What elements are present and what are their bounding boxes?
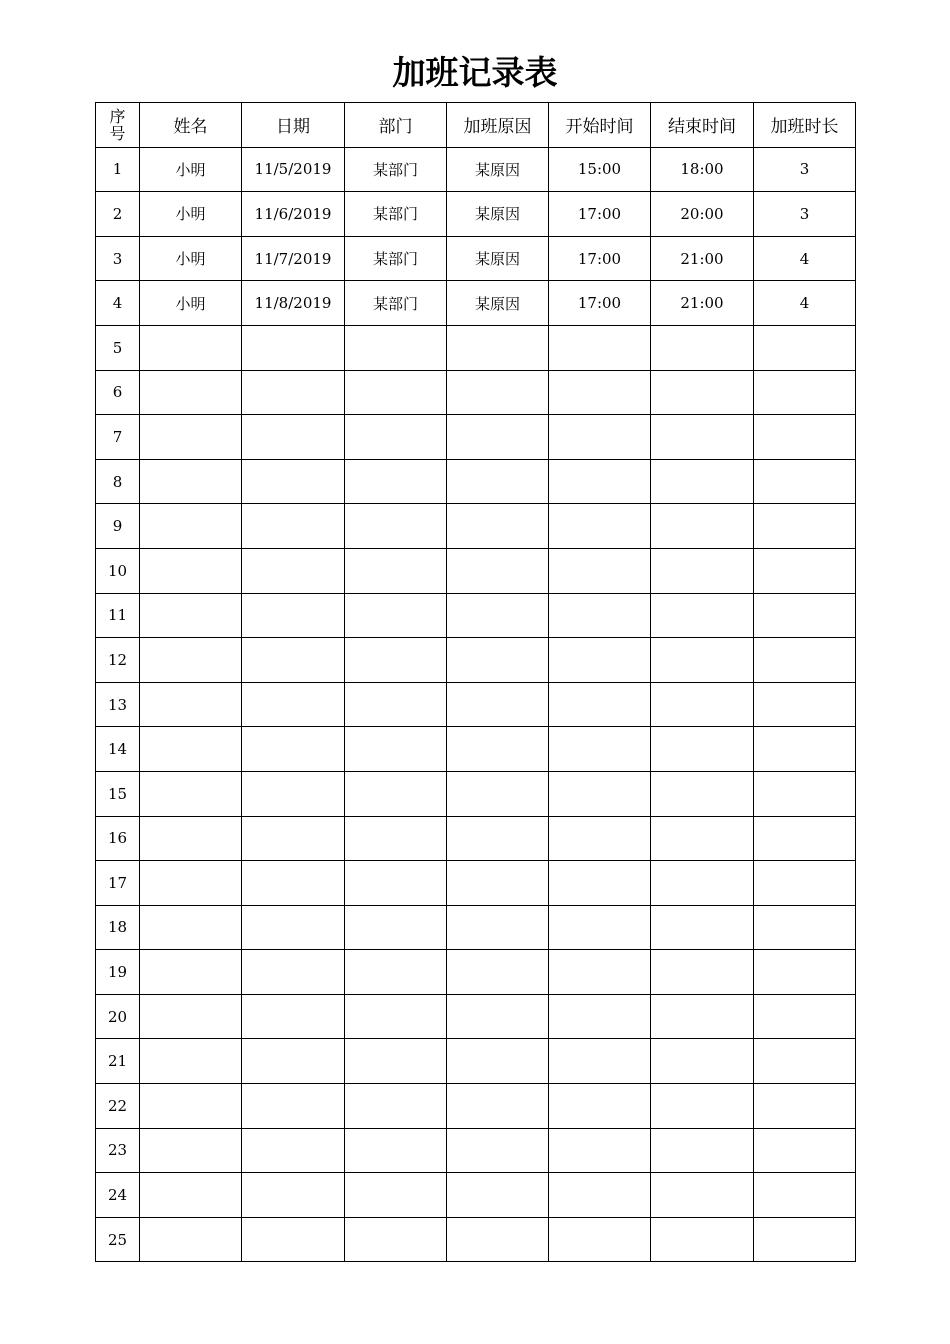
cell-index[interactable]: 8: [96, 459, 140, 504]
table-row: [96, 459, 856, 504]
table-row: [96, 192, 856, 237]
cell-date[interactable]: [242, 548, 345, 593]
cell-date[interactable]: 11/5/2019: [242, 147, 345, 192]
cell-reason[interactable]: [447, 771, 549, 816]
cell-index[interactable]: 21: [96, 1039, 140, 1084]
table-row: [96, 816, 856, 861]
cell-department[interactable]: [345, 504, 447, 549]
cell-index[interactable]: 3: [96, 236, 140, 281]
cell-department[interactable]: 某部门: [345, 281, 447, 326]
cell-date[interactable]: [242, 325, 345, 370]
cell-reason[interactable]: [447, 1084, 549, 1129]
cell-name[interactable]: [140, 504, 242, 549]
cell-department[interactable]: [345, 905, 447, 950]
cell-reason[interactable]: [447, 1039, 549, 1084]
cell-name[interactable]: 小明: [140, 192, 242, 237]
cell-duration[interactable]: 3: [754, 147, 856, 192]
cell-start-time[interactable]: [549, 1128, 651, 1173]
table-body: [96, 147, 856, 1262]
cell-end-time[interactable]: 21:00: [651, 281, 754, 326]
cell-index[interactable]: 17: [96, 861, 140, 906]
cell-department[interactable]: [345, 1128, 447, 1173]
cell-name[interactable]: [140, 861, 242, 906]
cell-index[interactable]: 6: [96, 370, 140, 415]
cell-index[interactable]: 13: [96, 682, 140, 727]
cell-name[interactable]: [140, 459, 242, 504]
table-row: [96, 727, 856, 772]
cell-reason[interactable]: [447, 994, 549, 1039]
header-name: 姓名: [140, 103, 242, 148]
cell-duration[interactable]: [754, 727, 856, 772]
cell-start-time[interactable]: 15:00: [549, 147, 651, 192]
cell-date[interactable]: [242, 816, 345, 861]
cell-department[interactable]: [345, 682, 447, 727]
cell-index[interactable]: 20: [96, 994, 140, 1039]
table-row: [96, 593, 856, 638]
cell-department[interactable]: [345, 727, 447, 772]
cell-department[interactable]: [345, 816, 447, 861]
cell-name[interactable]: [140, 771, 242, 816]
table-row: [96, 548, 856, 593]
header-index-line-2: 号: [109, 123, 126, 143]
cell-duration[interactable]: [754, 1217, 856, 1262]
cell-index[interactable]: 10: [96, 548, 140, 593]
cell-duration[interactable]: [754, 771, 856, 816]
cell-reason[interactable]: [447, 415, 549, 460]
table-row: [96, 771, 856, 816]
cell-end-time[interactable]: [651, 1084, 754, 1129]
cell-index[interactable]: 9: [96, 504, 140, 549]
cell-name[interactable]: [140, 1173, 242, 1218]
cell-start-time[interactable]: [549, 1039, 651, 1084]
cell-department[interactable]: [345, 325, 447, 370]
cell-index[interactable]: 23: [96, 1128, 140, 1173]
cell-duration[interactable]: [754, 1084, 856, 1129]
cell-start-time[interactable]: [549, 682, 651, 727]
cell-duration[interactable]: [754, 504, 856, 549]
table-row: [96, 415, 856, 460]
cell-end-time[interactable]: [651, 861, 754, 906]
cell-end-time[interactable]: [651, 504, 754, 549]
cell-end-time[interactable]: 18:00: [651, 147, 754, 192]
cell-duration[interactable]: [754, 370, 856, 415]
cell-index[interactable]: 16: [96, 816, 140, 861]
cell-start-time[interactable]: 17:00: [549, 281, 651, 326]
header-index: [96, 103, 140, 148]
cell-start-time[interactable]: [549, 1217, 651, 1262]
header-row: [96, 103, 856, 148]
cell-department[interactable]: 某部门: [345, 192, 447, 237]
cell-date[interactable]: [242, 504, 345, 549]
cell-date[interactable]: [242, 1128, 345, 1173]
cell-department[interactable]: [345, 548, 447, 593]
cell-department[interactable]: [345, 1084, 447, 1129]
cell-date[interactable]: 11/8/2019: [242, 281, 345, 326]
table-row: [96, 325, 856, 370]
cell-index[interactable]: 1: [96, 147, 140, 192]
table-row: [96, 370, 856, 415]
cell-name[interactable]: [140, 950, 242, 995]
cell-date[interactable]: [242, 1039, 345, 1084]
cell-name[interactable]: 小明: [140, 147, 242, 192]
cell-reason[interactable]: [447, 370, 549, 415]
header-end-time: 结束时间: [651, 103, 754, 148]
cell-index[interactable]: 2: [96, 192, 140, 237]
cell-department[interactable]: [345, 771, 447, 816]
cell-reason[interactable]: 某原因: [447, 147, 549, 192]
table-row: [96, 950, 856, 995]
cell-index[interactable]: 14: [96, 727, 140, 772]
header-duration: 加班时长: [754, 103, 856, 148]
cell-start-time[interactable]: [549, 1173, 651, 1218]
cell-name[interactable]: [140, 682, 242, 727]
cell-duration[interactable]: 4: [754, 281, 856, 326]
cell-index[interactable]: 24: [96, 1173, 140, 1218]
cell-date[interactable]: [242, 370, 345, 415]
cell-department[interactable]: [345, 994, 447, 1039]
cell-end-time[interactable]: [651, 771, 754, 816]
cell-duration[interactable]: 3: [754, 192, 856, 237]
table-row: [96, 1039, 856, 1084]
cell-end-time[interactable]: [651, 905, 754, 950]
cell-name[interactable]: [140, 593, 242, 638]
cell-start-time[interactable]: [549, 771, 651, 816]
cell-department[interactable]: [345, 1039, 447, 1084]
header-date: 日期: [242, 103, 345, 148]
cell-index[interactable]: 19: [96, 950, 140, 995]
cell-reason[interactable]: [447, 682, 549, 727]
cell-reason[interactable]: [447, 1173, 549, 1218]
cell-duration[interactable]: [754, 548, 856, 593]
cell-date[interactable]: [242, 459, 345, 504]
header-department: 部门: [345, 103, 447, 148]
page-title: 加班记录表: [392, 53, 558, 92]
cell-duration[interactable]: [754, 682, 856, 727]
cell-start-time[interactable]: [549, 459, 651, 504]
cell-date[interactable]: [242, 994, 345, 1039]
cell-start-time[interactable]: [549, 370, 651, 415]
table-row: [96, 682, 856, 727]
cell-reason[interactable]: [447, 1217, 549, 1262]
cell-department[interactable]: [345, 370, 447, 415]
cell-name[interactable]: [140, 1084, 242, 1129]
cell-start-time[interactable]: [549, 593, 651, 638]
cell-duration[interactable]: [754, 905, 856, 950]
cell-department[interactable]: 某部门: [345, 147, 447, 192]
cell-duration[interactable]: [754, 459, 856, 504]
cell-start-time[interactable]: [549, 905, 651, 950]
cell-end-time[interactable]: [651, 548, 754, 593]
cell-duration[interactable]: [754, 638, 856, 683]
cell-start-time[interactable]: [549, 504, 651, 549]
cell-name[interactable]: [140, 415, 242, 460]
cell-end-time[interactable]: 20:00: [651, 192, 754, 237]
cell-department[interactable]: [345, 950, 447, 995]
cell-reason[interactable]: 某原因: [447, 281, 549, 326]
cell-index[interactable]: 11: [96, 593, 140, 638]
cell-duration[interactable]: [754, 325, 856, 370]
cell-index[interactable]: 22: [96, 1084, 140, 1129]
cell-date[interactable]: [242, 1217, 345, 1262]
cell-reason[interactable]: [447, 548, 549, 593]
cell-index[interactable]: 18: [96, 905, 140, 950]
cell-reason[interactable]: [447, 816, 549, 861]
cell-date[interactable]: [242, 771, 345, 816]
table-row: [96, 994, 856, 1039]
cell-index[interactable]: 15: [96, 771, 140, 816]
cell-department[interactable]: [345, 1173, 447, 1218]
cell-end-time[interactable]: [651, 325, 754, 370]
cell-date[interactable]: [242, 1173, 345, 1218]
table-row: [96, 147, 856, 192]
cell-end-time[interactable]: [651, 994, 754, 1039]
cell-date[interactable]: 11/6/2019: [242, 192, 345, 237]
table-row: [96, 638, 856, 683]
cell-name[interactable]: [140, 727, 242, 772]
cell-start-time[interactable]: [549, 548, 651, 593]
cell-date[interactable]: [242, 861, 345, 906]
cell-name[interactable]: [140, 370, 242, 415]
cell-start-time[interactable]: [549, 638, 651, 683]
cell-duration[interactable]: [754, 1128, 856, 1173]
cell-end-time[interactable]: [651, 950, 754, 995]
cell-duration[interactable]: [754, 816, 856, 861]
cell-department[interactable]: [345, 593, 447, 638]
cell-date[interactable]: [242, 638, 345, 683]
cell-start-time[interactable]: 17:00: [549, 236, 651, 281]
cell-end-time[interactable]: [651, 1217, 754, 1262]
cell-start-time[interactable]: 17:00: [549, 192, 651, 237]
cell-end-time[interactable]: [651, 459, 754, 504]
header-index-line-1: 序: [109, 106, 126, 126]
cell-end-time[interactable]: 21:00: [651, 236, 754, 281]
cell-department[interactable]: [345, 861, 447, 906]
cell-end-time[interactable]: [651, 1039, 754, 1084]
cell-date[interactable]: [242, 682, 345, 727]
cell-duration[interactable]: [754, 994, 856, 1039]
cell-end-time[interactable]: [651, 638, 754, 683]
cell-name[interactable]: [140, 994, 242, 1039]
cell-name[interactable]: [140, 638, 242, 683]
cell-end-time[interactable]: [651, 727, 754, 772]
cell-reason[interactable]: [447, 727, 549, 772]
cell-name[interactable]: [140, 1217, 242, 1262]
cell-name[interactable]: [140, 325, 242, 370]
cell-department[interactable]: [345, 459, 447, 504]
cell-date[interactable]: [242, 593, 345, 638]
table-row: [96, 905, 856, 950]
cell-end-time[interactable]: [651, 1173, 754, 1218]
cell-reason[interactable]: [447, 459, 549, 504]
header-start-time: 开始时间: [549, 103, 651, 148]
cell-date[interactable]: [242, 905, 345, 950]
cell-start-time[interactable]: [549, 950, 651, 995]
cell-reason[interactable]: 某原因: [447, 236, 549, 281]
cell-end-time[interactable]: [651, 682, 754, 727]
cell-name[interactable]: [140, 1039, 242, 1084]
table-row: [96, 1084, 856, 1129]
cell-index[interactable]: 25: [96, 1217, 140, 1262]
cell-name[interactable]: 小明: [140, 236, 242, 281]
cell-name[interactable]: 小明: [140, 281, 242, 326]
table-row: [96, 1173, 856, 1218]
cell-start-time[interactable]: [549, 816, 651, 861]
cell-duration[interactable]: 4: [754, 236, 856, 281]
cell-department[interactable]: [345, 1217, 447, 1262]
header-reason: 加班原因: [447, 103, 549, 148]
cell-index[interactable]: 12: [96, 638, 140, 683]
cell-end-time[interactable]: [651, 370, 754, 415]
cell-index[interactable]: 7: [96, 415, 140, 460]
table-row: [96, 1217, 856, 1262]
cell-start-time[interactable]: [549, 325, 651, 370]
cell-start-time[interactable]: [549, 994, 651, 1039]
cell-name[interactable]: [140, 816, 242, 861]
cell-index[interactable]: 4: [96, 281, 140, 326]
cell-end-time[interactable]: [651, 816, 754, 861]
cell-reason[interactable]: [447, 593, 549, 638]
cell-date[interactable]: [242, 727, 345, 772]
cell-name[interactable]: [140, 548, 242, 593]
table-row: [96, 504, 856, 549]
cell-date[interactable]: [242, 415, 345, 460]
table-row: [96, 281, 856, 326]
cell-reason[interactable]: [447, 950, 549, 995]
cell-reason[interactable]: [447, 504, 549, 549]
table-row: [96, 236, 856, 281]
cell-start-time[interactable]: [549, 861, 651, 906]
cell-name[interactable]: [140, 1128, 242, 1173]
cell-reason[interactable]: 某原因: [447, 192, 549, 237]
cell-duration[interactable]: [754, 1039, 856, 1084]
cell-start-time[interactable]: [549, 415, 651, 460]
cell-reason[interactable]: [447, 905, 549, 950]
cell-department[interactable]: [345, 415, 447, 460]
cell-duration[interactable]: [754, 861, 856, 906]
cell-duration[interactable]: [754, 950, 856, 995]
cell-start-time[interactable]: [549, 1084, 651, 1129]
overtime-record-table: [95, 102, 856, 1262]
cell-name[interactable]: [140, 905, 242, 950]
cell-department[interactable]: [345, 638, 447, 683]
cell-reason[interactable]: [447, 1128, 549, 1173]
cell-date[interactable]: [242, 1084, 345, 1129]
cell-index[interactable]: 5: [96, 325, 140, 370]
cell-duration[interactable]: [754, 593, 856, 638]
cell-end-time[interactable]: [651, 1128, 754, 1173]
table-row: [96, 1128, 856, 1173]
cell-end-time[interactable]: [651, 415, 754, 460]
cell-reason[interactable]: [447, 638, 549, 683]
cell-date[interactable]: [242, 950, 345, 995]
cell-date[interactable]: 11/7/2019: [242, 236, 345, 281]
cell-end-time[interactable]: [651, 593, 754, 638]
cell-reason[interactable]: [447, 861, 549, 906]
table-row: [96, 861, 856, 906]
cell-start-time[interactable]: [549, 727, 651, 772]
cell-duration[interactable]: [754, 1173, 856, 1218]
cell-department[interactable]: 某部门: [345, 236, 447, 281]
cell-duration[interactable]: [754, 415, 856, 460]
cell-reason[interactable]: [447, 325, 549, 370]
